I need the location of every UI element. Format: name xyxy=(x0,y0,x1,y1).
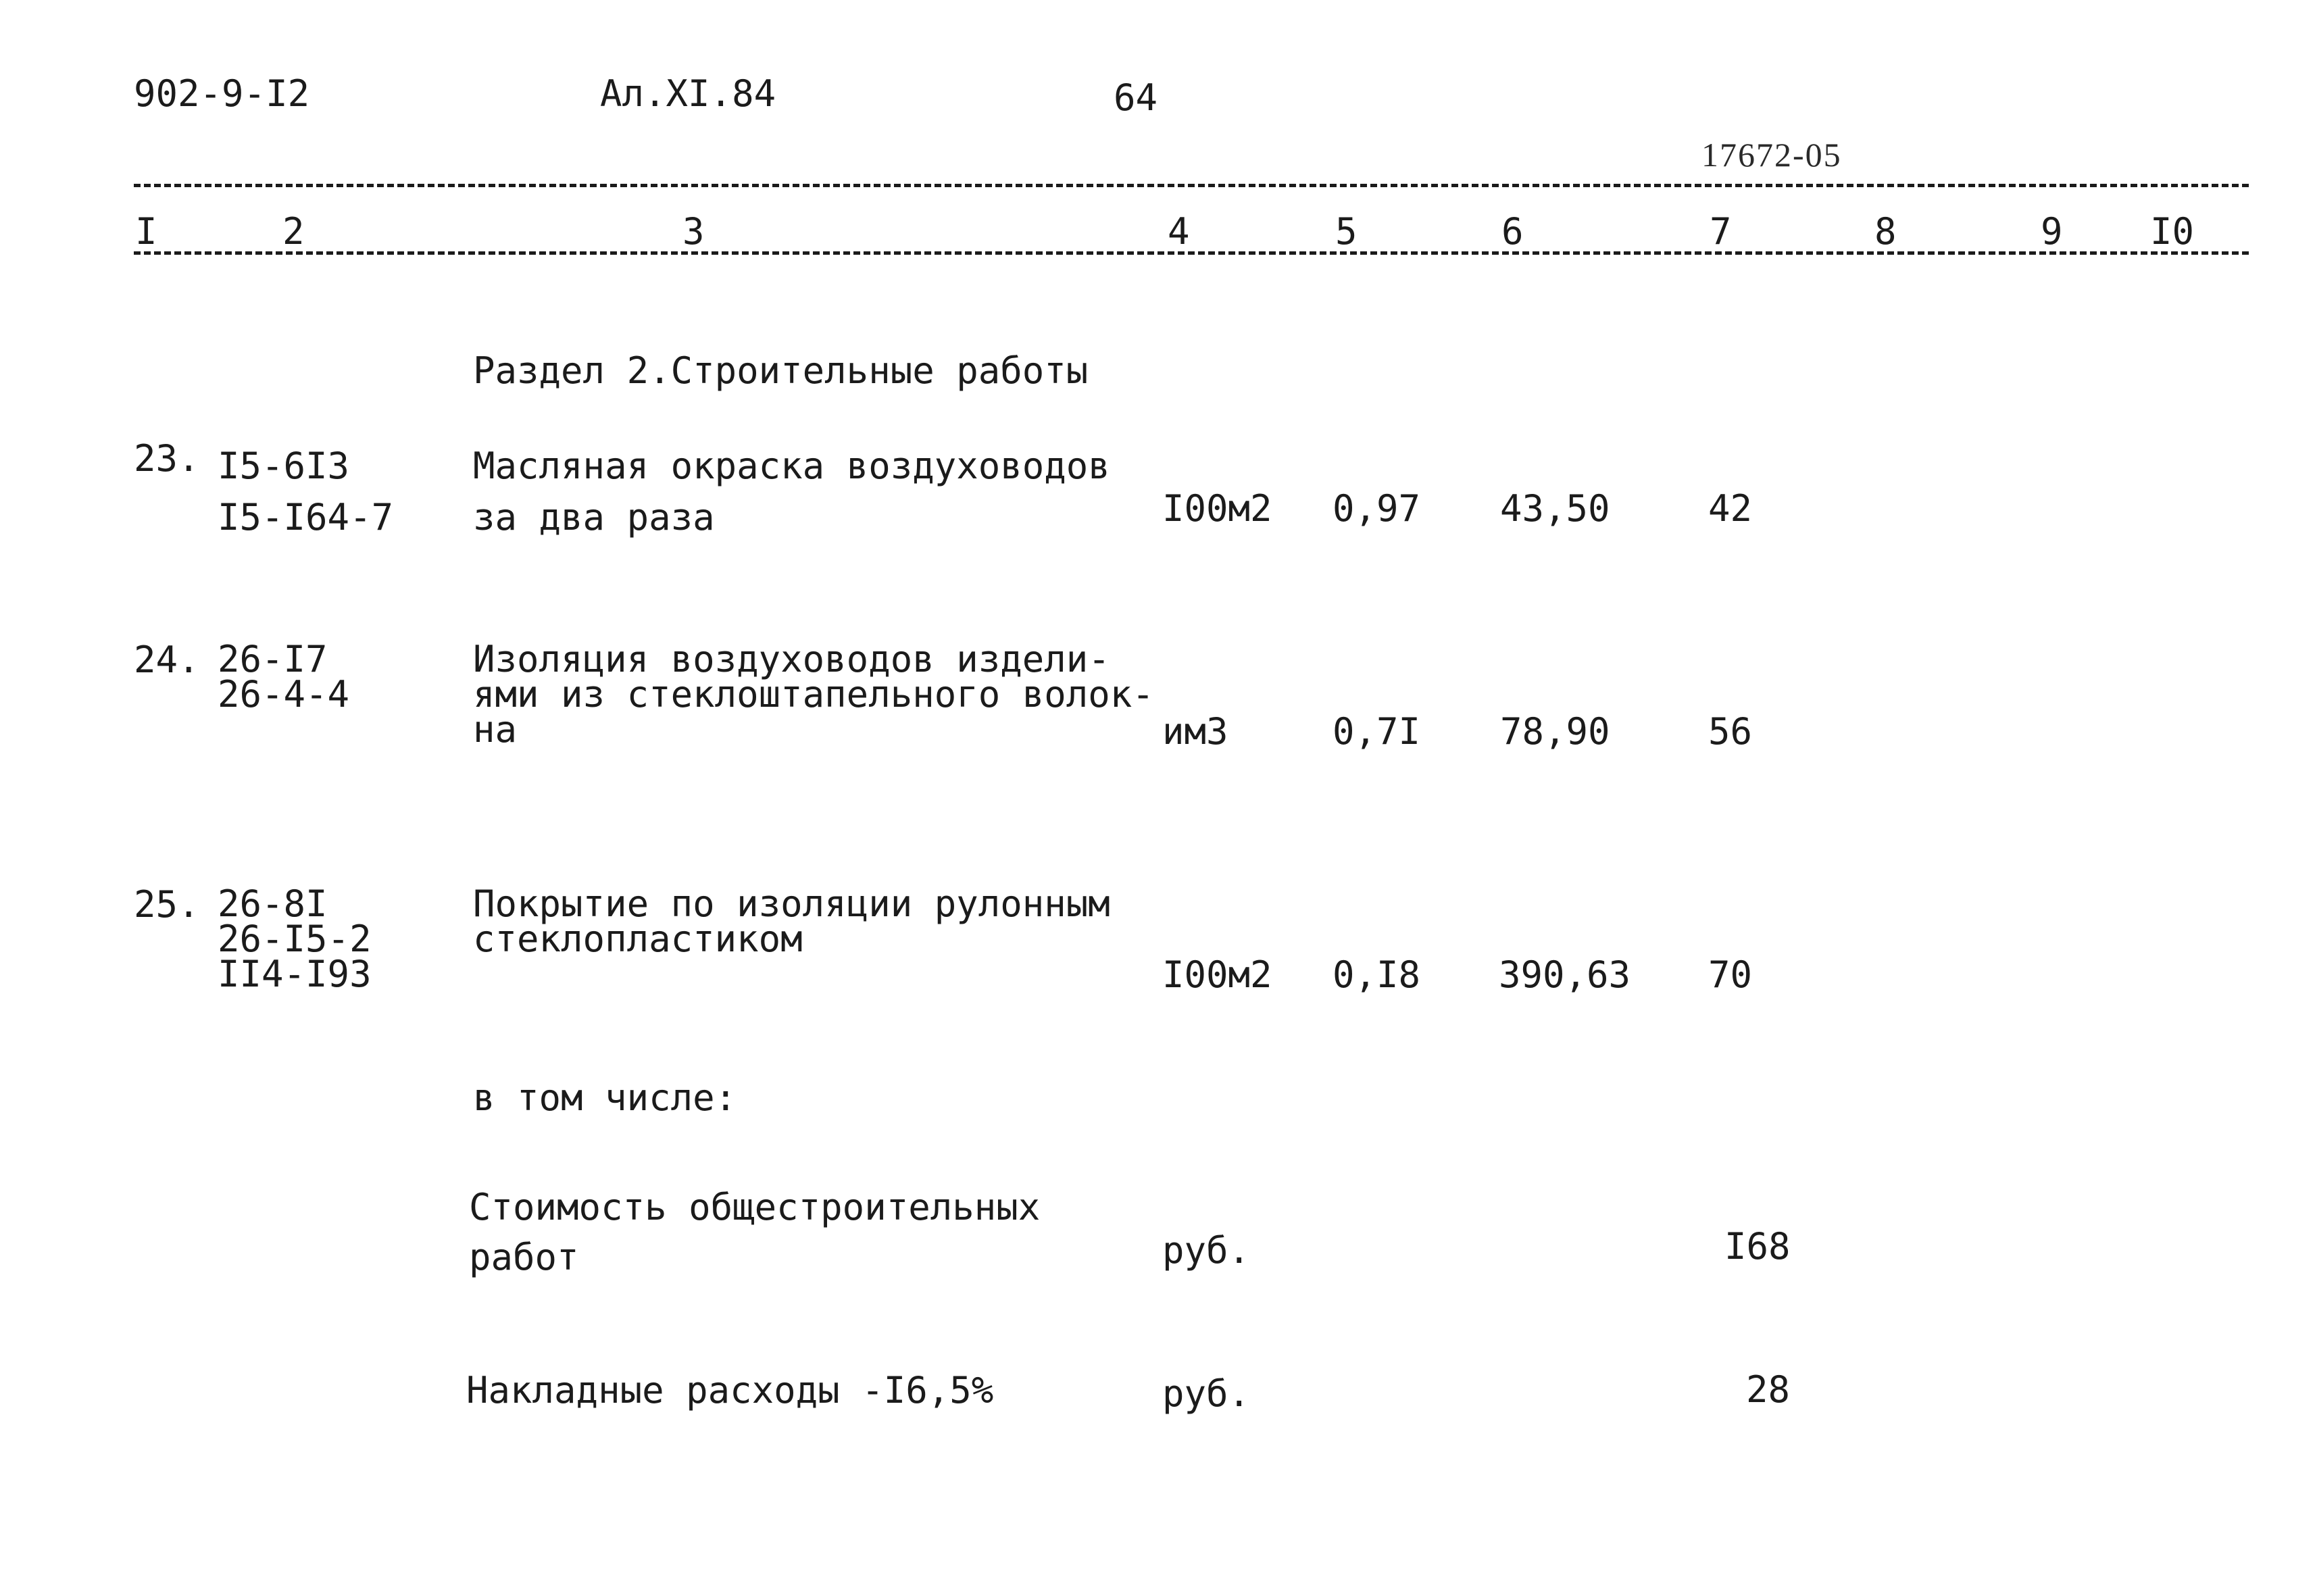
column-number: I xyxy=(135,210,157,253)
unit-price: 43,50 xyxy=(1500,487,1610,530)
column-number: 4 xyxy=(1168,210,1190,253)
unit: им3 xyxy=(1162,710,1228,753)
description-line: ями из стеклоштапельного волок- xyxy=(473,673,1154,716)
quantity: 0,7I xyxy=(1333,710,1421,753)
rate-codes xyxy=(218,441,393,543)
description-line: работ xyxy=(469,1236,579,1278)
header-rule-top xyxy=(134,184,2249,187)
summary-unit: руб. xyxy=(1162,1229,1251,1272)
column-number: 7 xyxy=(1710,210,1732,253)
description-line: стеклопластиком xyxy=(473,918,803,960)
description-line: Накладные расходы -I6,5% xyxy=(466,1369,994,1412)
rate-code: 26-I5-2 xyxy=(218,918,372,960)
row-number: 25. xyxy=(134,883,200,926)
description-line: Стоимость общестроительных xyxy=(469,1186,1041,1228)
total-cost: 70 xyxy=(1708,953,1753,996)
summary-total: 28 xyxy=(1746,1368,1791,1411)
section-title: Раздел 2.Строительные работы xyxy=(473,349,1089,392)
work-description xyxy=(473,441,1110,543)
quantity: 0,I8 xyxy=(1333,953,1421,996)
summary-total: I68 xyxy=(1724,1225,1791,1268)
total-cost: 42 xyxy=(1708,487,1753,530)
description-line: за два раза xyxy=(473,496,715,539)
column-number: 8 xyxy=(1874,210,1897,253)
description-line: Изоляция воздуховодов издели- xyxy=(473,638,1110,680)
column-number: 2 xyxy=(282,210,305,253)
header-rule-bottom xyxy=(134,251,2249,255)
description-line: Покрытие по изоляции рулонным xyxy=(473,882,1110,925)
summary-description xyxy=(469,1182,1040,1282)
column-number: I0 xyxy=(2150,210,2195,253)
column-number: 5 xyxy=(1335,210,1358,253)
work-description xyxy=(473,638,1154,751)
rate-code: 26-4-4 xyxy=(218,673,350,716)
summary-unit: руб. xyxy=(1162,1372,1251,1415)
rate-code: 26-8I xyxy=(218,882,328,925)
inventory-number: 17672-05 xyxy=(1701,136,1842,174)
summary-description xyxy=(466,1369,994,1412)
total-cost: 56 xyxy=(1708,710,1753,753)
work-description xyxy=(473,882,1110,960)
quantity: 0,97 xyxy=(1333,487,1421,530)
page-number: 64 xyxy=(1114,76,1158,119)
description-line: на xyxy=(473,708,518,751)
document-code: 902-9-I2 xyxy=(134,72,310,115)
rate-code: 26-I7 xyxy=(218,638,328,680)
column-number: 9 xyxy=(2041,210,2063,253)
rate-code: II4-I93 xyxy=(218,953,372,995)
description-line: Масляная окраска воздуховодов xyxy=(473,445,1110,487)
unit-price: 390,63 xyxy=(1499,953,1631,996)
column-number: 3 xyxy=(682,210,705,253)
rate-codes xyxy=(218,882,372,995)
column-number: 6 xyxy=(1501,210,1524,253)
row-number: 23. xyxy=(134,437,200,480)
rate-codes xyxy=(218,638,350,716)
unit-price: 78,90 xyxy=(1500,710,1610,753)
unit: I00м2 xyxy=(1162,953,1272,996)
row-number: 24. xyxy=(134,639,200,681)
rate-code: I5-6I3 xyxy=(218,445,350,487)
album-number: Ал.XI.84 xyxy=(600,72,776,115)
rate-code: I5-I64-7 xyxy=(218,496,394,539)
including-label: в том числе: xyxy=(473,1076,737,1119)
unit: I00м2 xyxy=(1162,487,1272,530)
